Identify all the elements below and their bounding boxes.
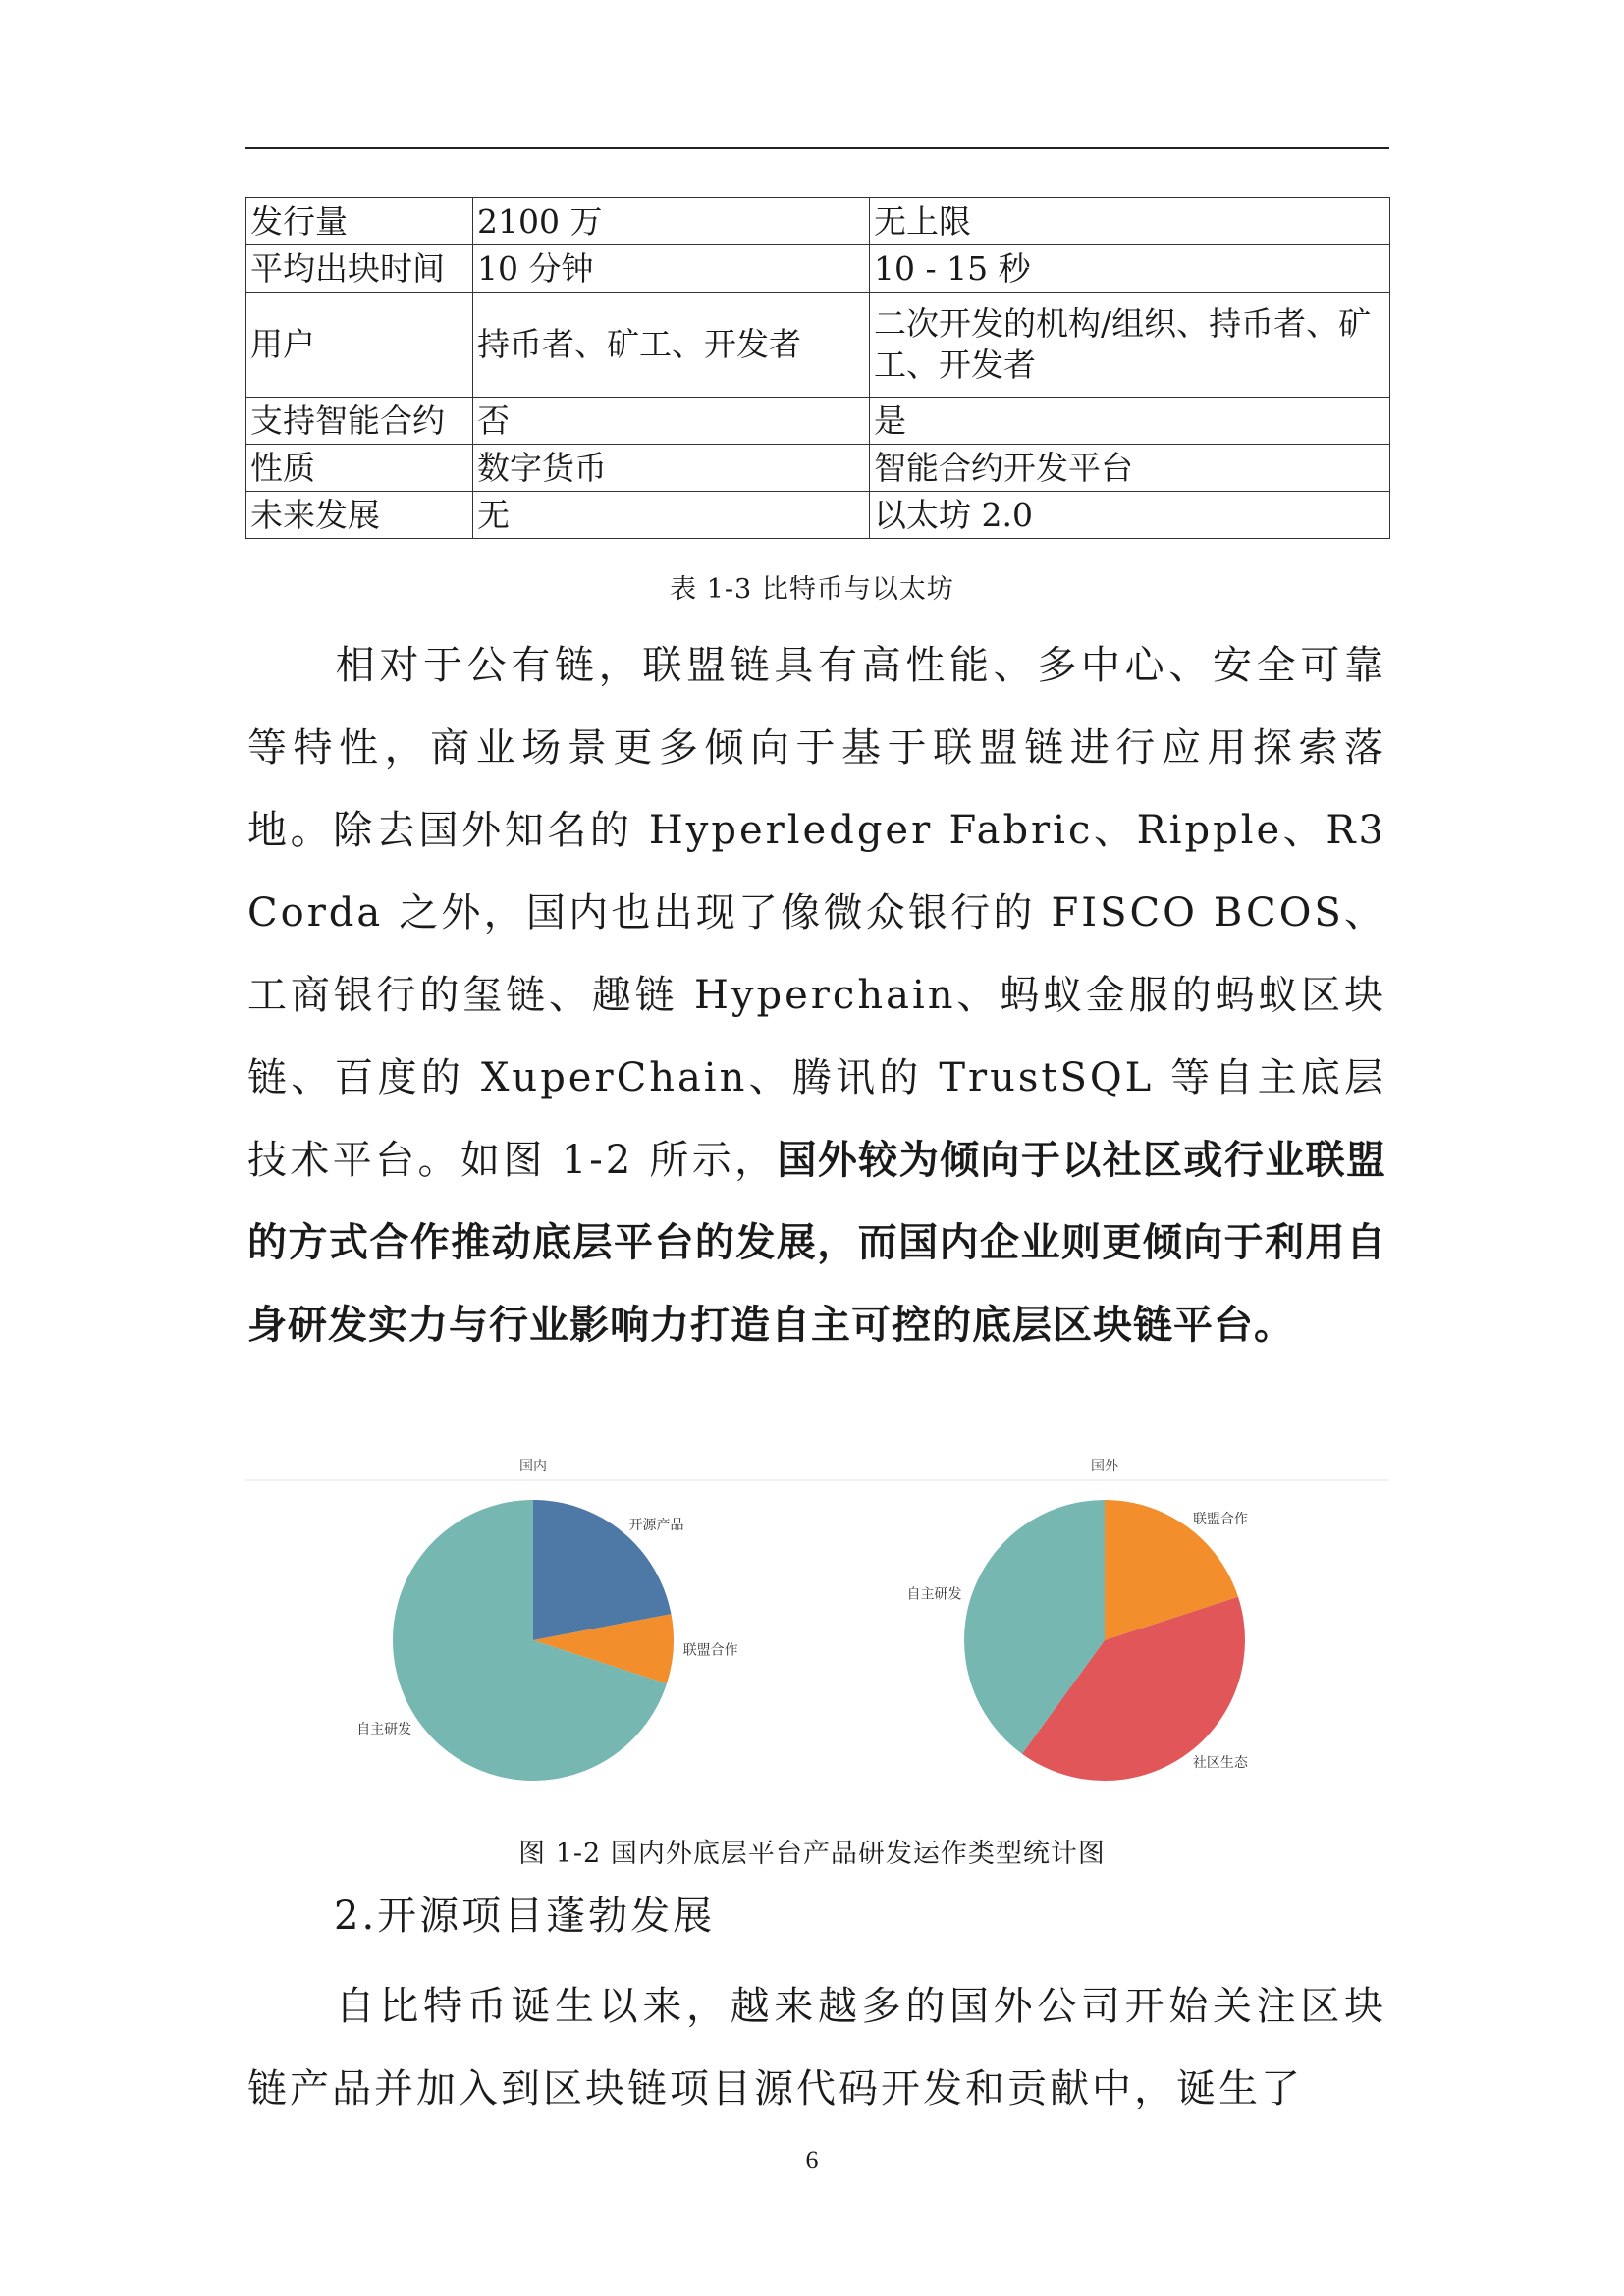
section-heading: 2.开源项目蓬勃发展: [334, 1894, 716, 1939]
table-row: [246, 198, 1390, 245]
page-number: 6: [805, 2146, 819, 2174]
table-cell: 智能合约开发平台: [870, 445, 1390, 492]
body-paragraph: [247, 624, 1386, 1366]
paragraph-text: 相对于公有链，联盟链具有高性能、多中心、安全可靠等特性，商业场景更多倾向于基于联盟链进行应用探索落地。除去国外知名的 Hyperledger Fabric、Ripple、R3 Corda 之外，国内也出现了像微众银行的 FISCO BCOS、工商银行的玺链、趣链 Hyperchain、蚂蚁金服的蚂蚁区块链、百度的 XuperChain、腾讯的 TrustSQL 等自主底层技术平台。如图 1-2 所示，: [247, 643, 1386, 1183]
table-row: [246, 245, 1390, 293]
table-cell: 以太坊 2.0: [870, 492, 1390, 539]
table-cell: 是: [870, 398, 1390, 445]
table-cell: 发行量: [246, 198, 473, 245]
table-cell: 无: [473, 492, 870, 539]
table-cell: 2100 万: [473, 198, 870, 245]
table-row: [246, 293, 1390, 398]
table-cell: 10 分钟: [473, 245, 870, 293]
pie-slice-label: 自主研发: [356, 1721, 412, 1737]
table-cell: 数字货币: [473, 445, 870, 492]
pie-charts-figure: [245, 1451, 1389, 1814]
pie-slice-label: 联盟合作: [1192, 1512, 1248, 1528]
table-cell: 持币者、矿工、开发者: [473, 293, 870, 398]
table-cell: 支持智能合约: [246, 398, 473, 445]
table-cell: 否: [473, 398, 870, 445]
table-cell: 二次开发的机构/组织、持币者、矿工、开发者: [870, 293, 1390, 398]
pie-slice-label: 自主研发: [906, 1586, 962, 1603]
table-row: [246, 492, 1390, 539]
pie-slice-label: 联盟合作: [682, 1642, 738, 1659]
figure-caption: 图 1-2 国内外底层平台产品研发运作类型统计图: [518, 1839, 1106, 1869]
pie-title: 国外: [1091, 1459, 1118, 1474]
pie-slice-label: 开源产品: [628, 1518, 684, 1534]
table-cell: 平均出块时间: [246, 245, 473, 293]
paragraph-bold-text: 国外较为倾向于以社区或行业联盟的方式合作推动底层平台的发展，而国内企业则更倾向于利用自身研发实力与行业影响力打造自主可控的底层区块链平台。: [247, 1138, 1386, 1348]
pie-title: 国内: [519, 1459, 547, 1474]
table-cell: 未来发展: [246, 492, 473, 539]
pie-charts-svg: [245, 1451, 1389, 1814]
header-rule: [245, 147, 1389, 149]
table-cell: 性质: [246, 445, 473, 492]
table-cell: 用户: [246, 293, 473, 398]
body-paragraph-2: [247, 1965, 1386, 2130]
table-row: [246, 398, 1390, 445]
pie-slice-label: 社区生态: [1192, 1754, 1248, 1771]
table-row: [246, 445, 1390, 492]
table-caption: 表 1-3 比特币与以太坊: [670, 574, 954, 605]
table-cell: 无上限: [870, 198, 1390, 245]
paragraph-text: 自比特币诞生以来，越来越多的国外公司开始关注区块链产品并加入到区块链项目源代码开发和贡献中，诞生了: [247, 1984, 1386, 2111]
table-cell: 10 - 15 秒: [870, 245, 1390, 293]
comparison-table: [245, 197, 1390, 539]
